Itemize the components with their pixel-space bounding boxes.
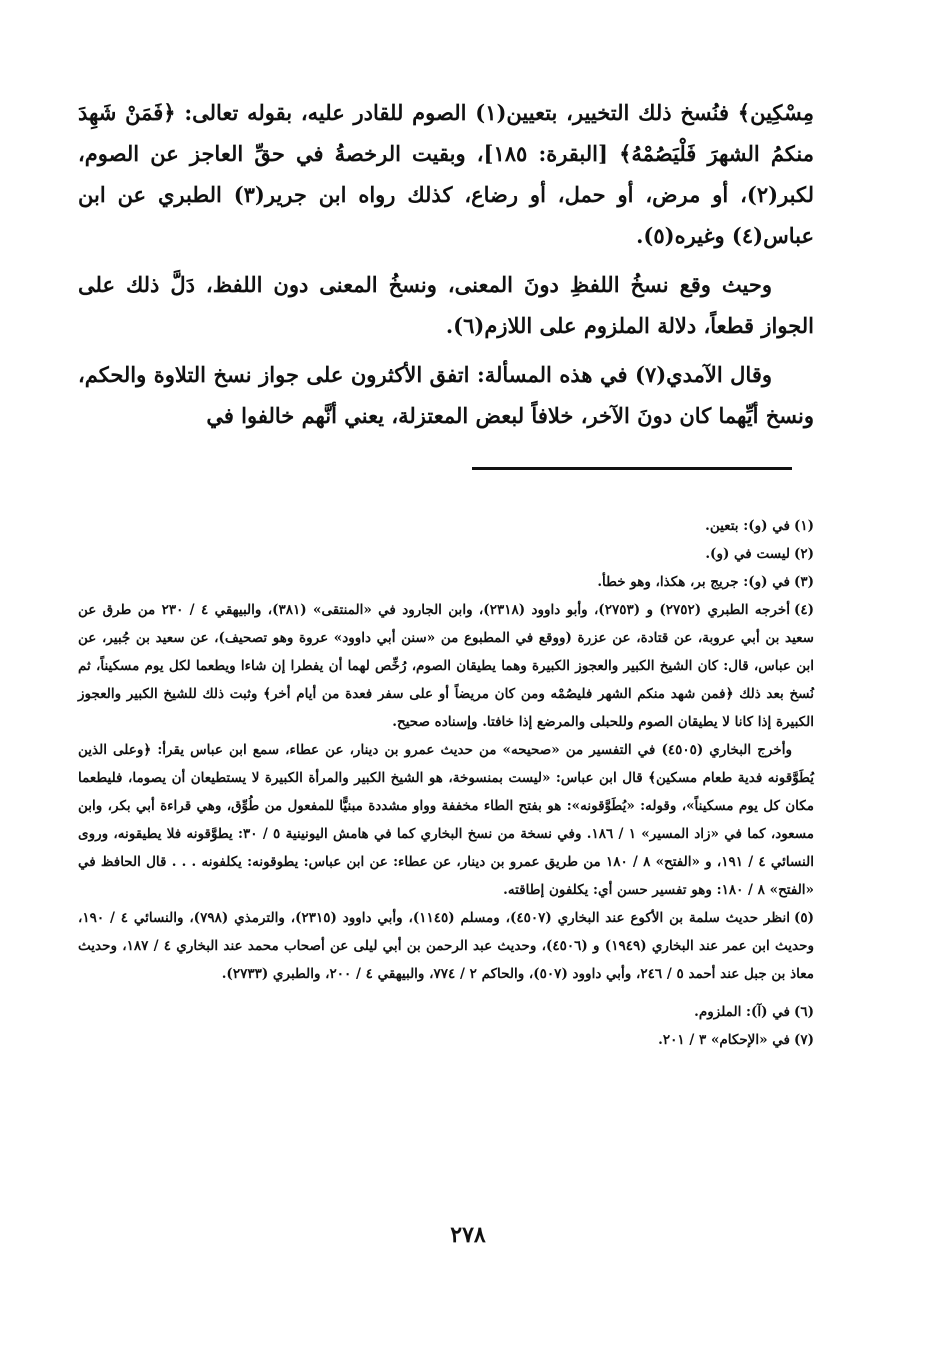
- footnote-number: (٥): [793, 910, 815, 926]
- footnote-7: [78, 1026, 814, 1054]
- footnote-separator: [472, 467, 792, 470]
- footnote-number: (١): [793, 518, 814, 534]
- footnote-number: (٤): [793, 602, 815, 618]
- footnote-text: في (و): جريج بر، هكذا، وهو خطأ.: [597, 574, 790, 590]
- footnote-number: (٧): [793, 1032, 814, 1048]
- footnote-number: (٢): [793, 546, 814, 562]
- footnote-text: أخرجه الطبري (٢٧٥٢) و (٢٧٥٣)، وأبو داوود (٢٣١٨)، وابن الجارود في «المنتقى» (٣٨١)، والبيهقي ٤ / ٢٣٠ من طرق عن سعيد بن أبي عروبة، عن قتادة، عن عزرة (ووقع في المطبوع من «سنن أبي داوود» عروة وهو تصحيف)، عن سعيد بن جُبير، عن ابن عباس، قال: كان الشيخ الكبير والعجوز الكبيرة وهما يطيقان الصوم، رُخِّص لهما أن يفطرا إن شاءا ويطعما لكل يوم مسكيناً، ثم نُسخ بعد ذلك ﴿فمن شهد منكم الشهر فليصُمْه ومن كان مريضاً أو على سفر فعدة من أيام أخر﴾ وثبت ذلك للشيخ الكبير والعجوز الكبيرة إذا كانا لا يطيقان الصوم وللحبلى والمرضع إذا خافتا. وإسناده صحيح.: [78, 602, 815, 730]
- footnote-5: [78, 904, 814, 988]
- body-paragraph-1: مِسْكِين﴾ فنُسخ ذلك التخيير، بتعيين(١) الصوم للقادر عليه، بقوله تعالى: ﴿فَمَنْ شَهِدَ منكمُ الشهرَ فَلْيَصُمْهُ﴾ [البقرة: ١٨٥]، وبقيت الرخصةُ في حقِّ العاجز عن الصوم، لكبر(٢)، أو مرض، أو حمل، أو رضاع، كذلك رواه ابن جرير(٣) الطبري عن ابن عباس(٤) وغيره(٥).: [78, 100, 815, 248]
- footnote-number: (٦): [793, 1004, 814, 1020]
- footnote-text: في «الإحكام» ٣ / ٢٠١.: [658, 1032, 790, 1048]
- footnote-3: [78, 568, 814, 596]
- footnote-number: (٣): [793, 574, 814, 590]
- footnotes: [78, 512, 814, 1054]
- page-number: ٢٧٨: [450, 1222, 486, 1248]
- footnote-4: [78, 596, 814, 736]
- footnote-text: انظر حديث سلمة بن الأكوع عند البخاري (٤٥٠٧)، ومسلم (١١٤٥)، وأبي داوود (٢٣١٥)، والترمذي (٧٩٨)، والنسائي ٤ / ١٩٠، وحديث ابن عمر عند البخاري (١٩٤٩) و (٤٥٠٦)، وحديث عبد الرحمن بن أبي ليلى عن أصحاب محمد عند البخاري ٤ / ١٨٧، وحديث معاذ بن جبل عند أحمد ٥ / ٢٤٦، وأبي داوود (٥٠٧)، والحاكم ٢ / ٧٧٤، والبيهقي ٤ / ٢٠٠، والطبري (٢٧٣٣).: [78, 910, 814, 982]
- footnote-4-continuation: وأخرج البخاري (٤٥٠٥) في التفسير من «صحيحه» من حديث عمرو بن دينار، عن عطاء، سمع ابن عباس يقرأ: ﴿وعلى الذين يُطَوَّقونه فدية طعام مسكين﴾ قال ابن عباس: «ليست بمنسوخة، هو الشيخ الكبير والمرأة الكبيرة لا يستطيعان أن يصوما، فليطعما مكان كل يوم مسكيناً»، وقوله: «يُطَوَّقونه»: هو بفتح الطاء مخففة وواو مشددة مبنيًّا للمفعول من طُوِّق، وهي قراءة أبي بكر، وابن مسعود، كما في «زاد المسير» ١ / ١٨٦. وفي نسخة من نسخ البخاري كما في هامش اليونينية ٥ / ٣٠: يطوَّقونه فلا يطيقونه، وروى النسائي ٤ / ١٩١، و «الفتح» ٨ / ١٨٠ من طريق عمرو بن دينار، عن عطاء: عن ابن عباس: يطوقونه: يكلفونه . . . قال الحافظ في «الفتح» ٨ / ١٨٠: وهو تفسير حسن أي: يكلفون إطاقته.: [78, 742, 814, 898]
- footnote-1: [78, 512, 814, 540]
- footnote-text: في (و): بتعين.: [705, 518, 790, 534]
- footnote-text: في (آ): الملزوم.: [694, 1004, 790, 1020]
- body-paragraph-3: وقال الآمدي(٧) في هذه المسألة: اتفق الأكثرون على جواز نسخ التلاوة والحكم، ونسخ أيِّهما كان دونَ الآخر، خلافاً لبعض المعتزلة، يعني أنَّهم خالفوا في: [78, 362, 814, 428]
- body-paragraph-2: وحيث وقع نسخُ اللفظِ دونَ المعنى، ونسخُ المعنى دون اللفظ، دَلَّ ذلك على الجواز قطعاً، دلالة الملزوم على اللازم(٦).: [78, 272, 814, 338]
- footnote-2: [78, 540, 814, 568]
- footnote-6: [78, 998, 814, 1026]
- main-text: [78, 92, 814, 444]
- footnote-text: ليست في (و).: [705, 546, 790, 562]
